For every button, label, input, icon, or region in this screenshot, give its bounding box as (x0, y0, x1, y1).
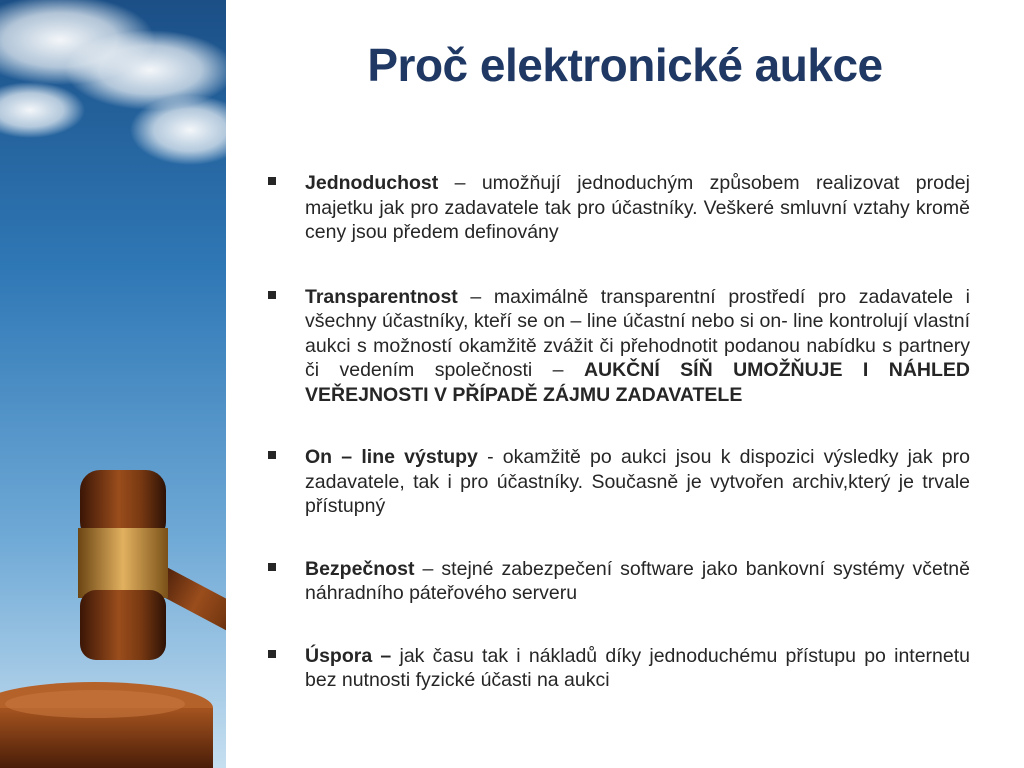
bullet-item-online-vystupy (262, 445, 970, 519)
square-bullet-icon (268, 451, 276, 459)
bullet-text: – umožňují jednoduchým způsobem realizovat prodej majetku jak pro zadavatele tak pro účastníky. Veškeré smluvní vztahy kromě ceny jsou předem definovány (305, 172, 970, 243)
bullet-term: On – line výstupy (305, 446, 478, 468)
bullet-text: – stejné zabezpečení software jako bankovní systémy včetně náhradního páteřového serveru (305, 557, 970, 604)
bullet-text: - okamžitě po aukci jsou k dispozici výsledky jak pro zadavatele, tak i pro účastníky. Současně je vytvořen archiv,který je trvale přístupný (305, 446, 970, 517)
bullet-term: Úspora – (305, 644, 392, 667)
square-bullet-icon (268, 650, 276, 658)
bullet-item-uspora (262, 644, 970, 693)
bullet-text: – maximálně transparentní prostředí pro zadavatele i všechny účastníky, kteří se on – line účastní nebo si on- line kontrolují vlastní aukci s možností okamžitě zvážit či přehodnotit podanou nabídku s partnery či vedením společnosti – (305, 285, 970, 381)
bullet-item-jednoduchost (262, 171, 970, 245)
bullet-text: jak času tak i nákladů díky jednoduchému přístupu po internetu bez nutnosti fyzické účasti na aukci (305, 644, 970, 691)
bullet-term: Jednoduchost (305, 172, 439, 194)
sky-gavel-image (0, 0, 226, 768)
gavel-base-shine (5, 690, 185, 718)
bullet-emphasis: AUKČNÍ SÍŇ UMOŽŇUJE I NÁHLED VEŘEJNOSTI V PŘÍPADĚ ZÁJMU ZADAVATELE (305, 359, 971, 406)
bullet-item-bezpecnost (262, 557, 970, 606)
slide-title: Proč elektronické aukce (367, 39, 883, 91)
bullet-item-transparentnost (262, 285, 970, 408)
bullet-list (262, 171, 970, 693)
bullet-term: Bezpečnost (305, 557, 415, 580)
square-bullet-icon (268, 177, 276, 185)
square-bullet-icon (268, 291, 276, 299)
gavel-head-bottom (80, 590, 166, 660)
gavel-brass-band (78, 528, 168, 598)
bullet-term: Transparentnost (305, 285, 458, 308)
square-bullet-icon (268, 563, 276, 571)
